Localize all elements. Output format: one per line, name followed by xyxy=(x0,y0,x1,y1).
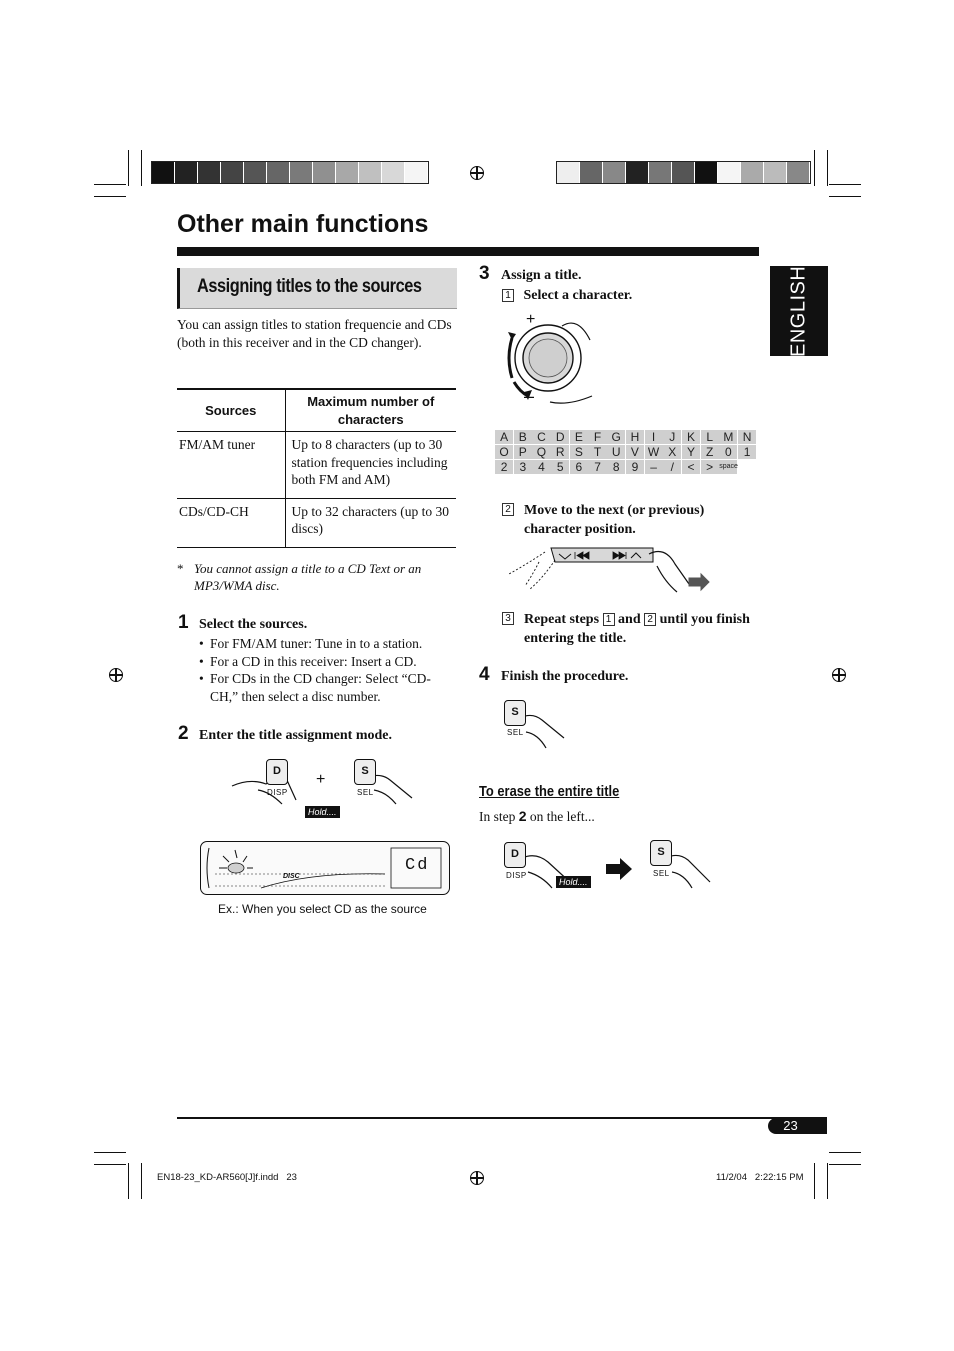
step-3-sub-3 xyxy=(502,610,752,648)
sub-step-number: 1 xyxy=(502,289,514,302)
footnote-text: You cannot assign a title to a CD Text or an MP3/WMA disc. xyxy=(194,561,422,593)
timestamp-slug: 11/2/04 2:22:15 PM xyxy=(716,1172,804,1183)
step-3-sub-2 xyxy=(502,501,752,539)
character-row-1 xyxy=(495,430,757,444)
character-cell: R xyxy=(551,445,569,459)
sel-label: SEL xyxy=(357,788,374,797)
character-row-3 xyxy=(495,460,757,474)
registration-mark-left xyxy=(109,668,123,682)
character-cell: C xyxy=(532,430,550,444)
sel-button[interactable]: S xyxy=(504,700,526,726)
character-cell: 2 xyxy=(495,460,513,474)
list-item: • For CDs in the CD changer: Select “CD-CH,” then select a disc number. xyxy=(199,670,449,705)
character-row-2 xyxy=(495,445,757,459)
step-3-sub-1 xyxy=(502,288,632,304)
character-cell: H xyxy=(626,430,644,444)
step-ref: 2 xyxy=(518,808,527,824)
character-cell: 6 xyxy=(570,460,588,474)
sub-step-text: until you finish entering the title. xyxy=(524,612,750,646)
character-cell: O xyxy=(495,445,513,459)
seek-buttons-illustration[interactable] xyxy=(505,544,715,594)
character-cell: A xyxy=(495,430,513,444)
step-ref-number: 2 xyxy=(644,613,656,626)
step-1-number: 1 xyxy=(178,612,189,633)
table-cell: CDs/CD-CH xyxy=(177,498,285,547)
registration-mark-top xyxy=(470,166,484,180)
lcd-display xyxy=(200,841,450,895)
sel-label: SEL xyxy=(507,728,524,737)
character-cell: T xyxy=(588,445,606,459)
lcd-text: Cd xyxy=(405,856,430,875)
step-ref-number: 1 xyxy=(603,613,615,626)
character-cell: > xyxy=(701,460,719,474)
color-bar-left xyxy=(151,161,429,184)
character-cell: G xyxy=(607,430,625,444)
character-cell: L xyxy=(701,430,719,444)
footnote xyxy=(177,560,457,594)
lcd-disc-label: DISC xyxy=(283,873,300,880)
character-cell: Q xyxy=(532,445,550,459)
character-cell: 1 xyxy=(738,445,756,459)
lcd-caption: Ex.: When you select CD as the source xyxy=(218,902,427,916)
character-cell: U xyxy=(607,445,625,459)
sub-step-text: Move to the next (or previous) character position. xyxy=(524,503,705,537)
character-cell: F xyxy=(588,430,606,444)
plus-sign: + xyxy=(316,771,326,788)
page-number: 23 xyxy=(783,1118,798,1133)
character-cell: 7 xyxy=(588,460,606,474)
sub-step-text: Repeat steps xyxy=(524,612,600,627)
table-cell: Up to 8 characters (up to 30 station frequencies including both FM and AM) xyxy=(285,432,456,499)
character-cell: space xyxy=(719,460,737,474)
character-cell: P xyxy=(514,445,532,459)
color-bar-right xyxy=(556,161,811,184)
dial-minus: – xyxy=(524,386,535,406)
erase-heading: To erase the entire title xyxy=(479,783,620,800)
step-1-heading: Select the sources. xyxy=(199,617,308,632)
intro-paragraph: You can assign titles to station frequencie and CDs (both in this receiver and in the CD changer). xyxy=(177,317,452,350)
step-2-heading: Enter the title assignment mode. xyxy=(199,728,392,743)
registration-mark-bottom xyxy=(470,1171,484,1185)
disp-button[interactable]: D xyxy=(504,842,526,868)
character-cell: V xyxy=(626,445,644,459)
character-cell: I xyxy=(645,430,663,444)
table-row xyxy=(177,432,456,499)
list-item: • For FM/AM tuner: Tune in to a station. xyxy=(199,635,449,653)
arrow-right-icon xyxy=(606,858,632,880)
character-cell: K xyxy=(682,430,700,444)
sub-step-number: 2 xyxy=(502,503,514,516)
character-cell: Y xyxy=(682,445,700,459)
character-cell: – xyxy=(645,460,663,474)
table-row xyxy=(177,498,456,547)
character-cell: < xyxy=(682,460,700,474)
step-3-heading: Assign a title. xyxy=(501,268,582,283)
sub-step-number: 3 xyxy=(502,612,514,625)
step-3-number: 3 xyxy=(479,263,490,284)
table-header-max-characters: Maximum number of characters xyxy=(285,389,456,432)
sources-table xyxy=(177,388,456,548)
character-cell: X xyxy=(663,445,681,459)
sel-button[interactable]: S xyxy=(354,759,376,785)
section-title: Assigning titles to the sources xyxy=(197,276,422,297)
step-4-heading: Finish the procedure. xyxy=(501,669,629,684)
table-cell: Up to 32 characters (up to 30 discs) xyxy=(285,498,456,547)
sel-button[interactable]: S xyxy=(650,840,672,866)
list-item: • For a CD in this receiver: Insert a CD. xyxy=(199,653,449,671)
hold-badge: Hold.... xyxy=(556,876,591,888)
bottom-rule xyxy=(177,1117,827,1119)
character-cell: D xyxy=(551,430,569,444)
character-cell: 5 xyxy=(551,460,569,474)
registration-mark-right xyxy=(832,668,846,682)
character-cell: 8 xyxy=(607,460,625,474)
character-cell: 3 xyxy=(514,460,532,474)
erase-text: In step 2 on the left... xyxy=(479,808,595,824)
character-cell: S xyxy=(570,445,588,459)
character-cell: / xyxy=(663,460,681,474)
character-cell: N xyxy=(738,430,756,444)
character-cell: J xyxy=(663,430,681,444)
file-slug: EN18-23_KD-AR560[J]f.indd 23 xyxy=(157,1172,297,1183)
character-cell: M xyxy=(719,430,737,444)
title-rule xyxy=(177,247,759,256)
character-cell: 9 xyxy=(626,460,644,474)
sel-label: SEL xyxy=(653,869,670,878)
dial-plus: + xyxy=(526,311,536,328)
character-cell: 0 xyxy=(719,445,737,459)
footnote-mark: * xyxy=(177,561,184,576)
step-4-number: 4 xyxy=(479,664,490,685)
hold-badge: Hold.... xyxy=(305,806,340,818)
sub-step-text: and xyxy=(618,612,641,627)
character-cell: 4 xyxy=(532,460,550,474)
character-set xyxy=(495,430,757,474)
character-cell: W xyxy=(645,445,663,459)
disp-finger-illustration xyxy=(230,756,300,806)
character-cell: E xyxy=(570,430,588,444)
character-cell: B xyxy=(514,430,532,444)
language-tab-label: ENGLISH xyxy=(787,265,810,357)
character-cell: Z xyxy=(701,445,719,459)
table-cell: FM/AM tuner xyxy=(177,432,285,499)
sub-step-text: Select a character. xyxy=(523,288,633,303)
page-title: Other main functions xyxy=(177,210,429,238)
disp-label: DISP xyxy=(267,788,288,797)
table-header-sources: Sources xyxy=(177,389,285,432)
control-dial-illustration[interactable] xyxy=(498,316,598,412)
step-2-number: 2 xyxy=(178,723,189,744)
step-1-bullets xyxy=(199,635,449,705)
disp-label: DISP xyxy=(506,871,527,880)
disp-button[interactable]: D xyxy=(266,759,288,785)
